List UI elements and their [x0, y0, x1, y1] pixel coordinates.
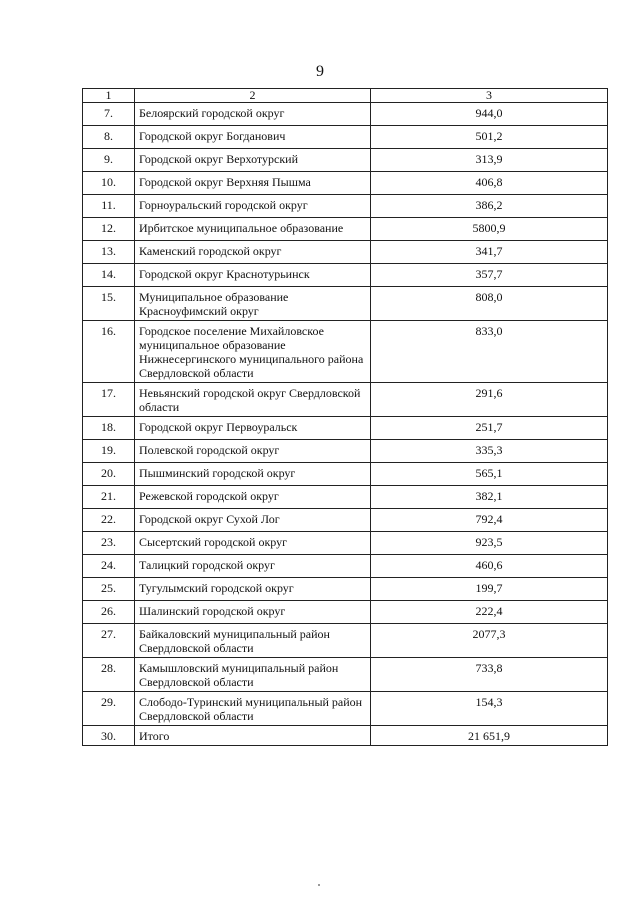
municipality-name-cell: Итого: [135, 726, 371, 746]
municipality-name-cell: Городской округ Сухой Лог: [135, 509, 371, 532]
amount-cell: 460,6: [371, 555, 608, 578]
amount-cell: 833,0: [371, 321, 608, 383]
municipality-name-cell: Городской округ Первоуральск: [135, 417, 371, 440]
amount-cell: 808,0: [371, 287, 608, 321]
amount-cell: 5800,9: [371, 218, 608, 241]
row-number-cell: 22.: [83, 509, 135, 532]
municipality-name-cell: Байкаловский муниципальный район Свердловской области: [135, 624, 371, 658]
row-number-cell: 19.: [83, 440, 135, 463]
table-row: [83, 658, 608, 692]
municipality-name-cell: Городской округ Верхняя Пышма: [135, 172, 371, 195]
row-number-cell: 28.: [83, 658, 135, 692]
header-cell-value: 3: [371, 89, 608, 103]
table-row: [83, 692, 608, 726]
row-number-cell: 20.: [83, 463, 135, 486]
table-row: [83, 126, 608, 149]
amount-cell: 382,1: [371, 486, 608, 509]
table-row: [83, 440, 608, 463]
municipality-name-cell: Режевской городской округ: [135, 486, 371, 509]
page-number: 9: [316, 63, 324, 80]
row-number-cell: 26.: [83, 601, 135, 624]
table-row: [83, 264, 608, 287]
municipality-name-cell: Городской округ Богданович: [135, 126, 371, 149]
table-row: [83, 555, 608, 578]
row-number-cell: 11.: [83, 195, 135, 218]
table-row: [83, 509, 608, 532]
row-number-cell: 30.: [83, 726, 135, 746]
table-header-row: [83, 89, 608, 103]
header-cell-number: 1: [83, 89, 135, 103]
municipality-name-cell: Пышминский городской округ: [135, 463, 371, 486]
amount-cell: 154,3: [371, 692, 608, 726]
table-row: [83, 578, 608, 601]
table-row: [83, 486, 608, 509]
table-row: [83, 172, 608, 195]
amount-cell: 565,1: [371, 463, 608, 486]
row-number-cell: 9.: [83, 149, 135, 172]
municipality-name-cell: Городской округ Краснотурьинск: [135, 264, 371, 287]
amount-cell: 357,7: [371, 264, 608, 287]
table-row: [83, 417, 608, 440]
table-row: [83, 463, 608, 486]
municipality-name-cell: Тугулымский городской округ: [135, 578, 371, 601]
amount-cell: 341,7: [371, 241, 608, 264]
amount-cell: 501,2: [371, 126, 608, 149]
municipality-name-cell: Городской округ Верхотурский: [135, 149, 371, 172]
municipality-name-cell: Муниципальное образование Красноуфимский округ: [135, 287, 371, 321]
row-number-cell: 15.: [83, 287, 135, 321]
header-cell-name: 2: [135, 89, 371, 103]
row-number-cell: 24.: [83, 555, 135, 578]
municipality-name-cell: Сысертский городской округ: [135, 532, 371, 555]
table-row: [83, 726, 608, 746]
row-number-cell: 16.: [83, 321, 135, 383]
amount-cell: 733,8: [371, 658, 608, 692]
row-number-cell: 27.: [83, 624, 135, 658]
municipality-name-cell: Слободо-Туринский муниципальный район Свердловской области: [135, 692, 371, 726]
row-number-cell: 29.: [83, 692, 135, 726]
amount-cell: 291,6: [371, 383, 608, 417]
row-number-cell: 18.: [83, 417, 135, 440]
amount-cell: 335,3: [371, 440, 608, 463]
table-row: [83, 149, 608, 172]
amount-cell: 313,9: [371, 149, 608, 172]
table-row: [83, 624, 608, 658]
table-row: [83, 287, 608, 321]
row-number-cell: 21.: [83, 486, 135, 509]
amount-cell: 251,7: [371, 417, 608, 440]
row-number-cell: 23.: [83, 532, 135, 555]
table-row: [83, 218, 608, 241]
amount-cell: 386,2: [371, 195, 608, 218]
amount-cell: 222,4: [371, 601, 608, 624]
table-row: [83, 195, 608, 218]
row-number-cell: 7.: [83, 103, 135, 126]
table-row: [83, 383, 608, 417]
scan-speck: [318, 884, 320, 886]
municipality-name-cell: Шалинский городской округ: [135, 601, 371, 624]
amount-cell: 2077,3: [371, 624, 608, 658]
amount-cell: 944,0: [371, 103, 608, 126]
amount-cell: 792,4: [371, 509, 608, 532]
row-number-cell: 13.: [83, 241, 135, 264]
amount-cell: 923,5: [371, 532, 608, 555]
municipality-name-cell: Невьянский городской округ Свердловской области: [135, 383, 371, 417]
amount-cell: 199,7: [371, 578, 608, 601]
row-number-cell: 14.: [83, 264, 135, 287]
table-row: [83, 241, 608, 264]
municipality-name-cell: Каменский городской округ: [135, 241, 371, 264]
table-row: [83, 103, 608, 126]
table-row: [83, 321, 608, 383]
amount-cell: 406,8: [371, 172, 608, 195]
municipality-name-cell: Ирбитское муниципальное образование: [135, 218, 371, 241]
municipality-name-cell: Полевской городской округ: [135, 440, 371, 463]
municipality-name-cell: Камышловский муниципальный район Свердловской области: [135, 658, 371, 692]
municipality-name-cell: Белоярский городской округ: [135, 103, 371, 126]
row-number-cell: 12.: [83, 218, 135, 241]
row-number-cell: 8.: [83, 126, 135, 149]
row-number-cell: 17.: [83, 383, 135, 417]
municipality-name-cell: Городское поселение Михайловское муниципальное образование Нижнесергинского муниципального района Свердловской области: [135, 321, 371, 383]
row-number-cell: 10.: [83, 172, 135, 195]
allocation-table: [82, 88, 608, 746]
table-row: [83, 601, 608, 624]
municipality-name-cell: Горноуральский городской округ: [135, 195, 371, 218]
table-row: [83, 532, 608, 555]
amount-cell: 21 651,9: [371, 726, 608, 746]
municipality-name-cell: Талицкий городской округ: [135, 555, 371, 578]
row-number-cell: 25.: [83, 578, 135, 601]
